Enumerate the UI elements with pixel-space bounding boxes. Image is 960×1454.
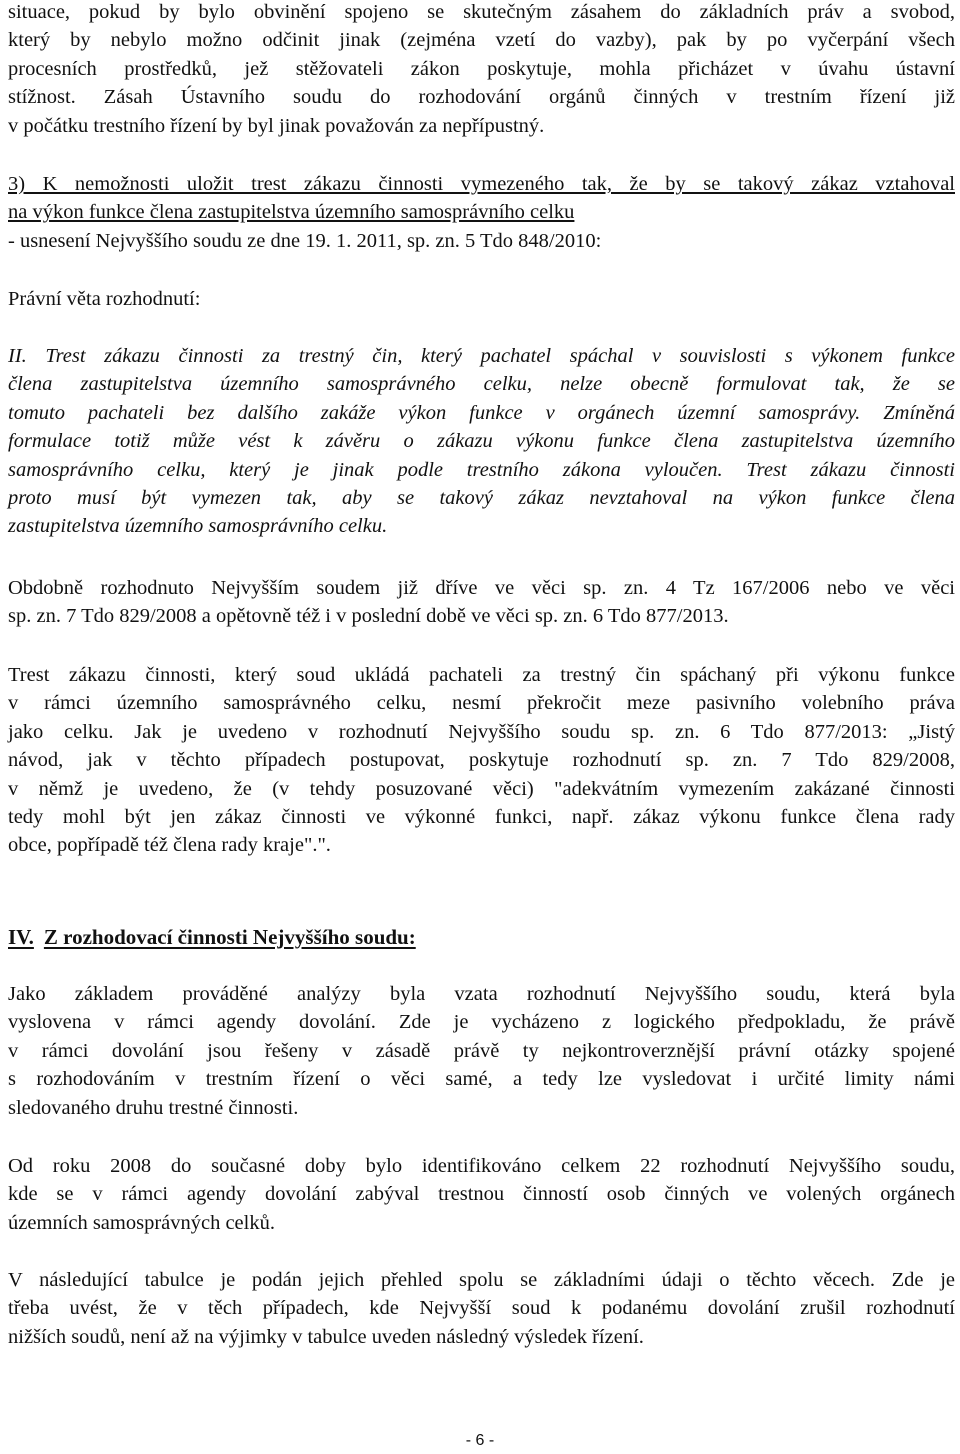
- page-number: - 6 -: [465, 1432, 495, 1449]
- paragraph-constitutional-complaint: [8, 0, 955, 140]
- legal-sentence-label: [8, 285, 955, 313]
- text-line: jako celku. Jak je uvedeno v rozhodnutí Nejvyššího soudu sp. zn. 6 Tdo 877/2013: „Jistý: [8, 720, 955, 743]
- text-line: kde se v rámci agendy dovolání zabýval trestnou činností osob činných ve volených orgánech: [8, 1183, 955, 1206]
- text-line: - usnesení Nejvyššího soudu ze dne 19. 1. 2011, sp. zn. 5 Tdo 848/2010:: [8, 229, 602, 252]
- text-line: obce, popřípadě též člena rady kraje".".: [8, 834, 331, 857]
- text-line: zastupitelstva územního samosprávního celku.: [8, 515, 388, 538]
- text-line: v němž je uvedeno, že (v tehdy posuzované věci) "adekvátním vymezením zakázané činnosti: [8, 777, 955, 800]
- text-line: tedy mohl být jen zákaz činnosti ve výkonné funkci, např. zákaz výkonu funkce člena rady: [8, 806, 955, 829]
- paragraph-similar-decisions: [8, 574, 955, 631]
- text-line: Obdobně rozhodnuto Nejvyšším soudem již dříve ve věci sp. zn. 4 Tz 167/2006 nebo ve věci: [8, 577, 955, 599]
- text-line: 3) K nemožnosti uložit trest zákazu činnosti vymezeného tak, že by se takový zákaz vztahoval: [8, 173, 955, 195]
- text-line: sledovaného druhu trestné činnosti.: [8, 1096, 299, 1119]
- paragraph-decisions-count: [8, 1152, 955, 1237]
- text-line: třeba uvést, že v těch případech, kde Nejvyšší soud k podanému dovolání zrušil rozhodnutí: [8, 1297, 955, 1320]
- section-title: Z rozhodovací činnosti Nejvyššího soudu:: [43, 925, 416, 949]
- text-line: nižších soudů, není až na výjimky v tabulce uveden následný výsledek řízení.: [8, 1325, 644, 1348]
- paragraph-point-3-title: [8, 170, 955, 255]
- text-line: proto musí být vymezen tak, aby se takový zákaz nevztahoval na výkon funkce člena: [8, 487, 955, 510]
- section-number: IV.: [8, 925, 34, 949]
- text-line: člena zastupitelstva územního samosprávného celku, nelze obecně formulovat tak, že se: [8, 373, 955, 396]
- text-line: sp. zn. 7 Tdo 829/2008 a opětovně též i v poslední době ve věci sp. zn. 6 Tdo 877/2013.: [8, 605, 729, 628]
- text-line: v rámci územního samosprávného celku, nesmí překročit meze pasivního volebního práva: [8, 692, 955, 715]
- text-line: v rámci dovolání jsou řešeny v zásadě právě ty nejkontroverznější právní otázky spojené: [8, 1039, 955, 1062]
- paragraph-legal-sentence: [8, 342, 955, 541]
- text-line: Trest zákazu činnosti, který soud ukládá pachateli za trestný čin spáchaný při výkonu funkce: [8, 664, 955, 686]
- text-line: územních samosprávných celků.: [8, 1211, 275, 1234]
- text-line: formulace totiž může vést k závěru o zákazu výkonu funkce člena zastupitelstva územního: [8, 430, 955, 453]
- paragraph-ban-limits: [8, 661, 955, 860]
- text-line: Jako základem prováděné analýzy byla vzata rozhodnutí Nejvyššího soudu, která byla: [8, 983, 955, 1005]
- text-line: návod, jak v těchto případech postupovat, poskytuje rozhodnutí sp. zn. 7 Tdo 829/2008,: [8, 749, 955, 772]
- text-line: Právní věta rozhodnutí:: [8, 288, 201, 310]
- text-line: stížnost. Zásah Ústavního soudu do rozhodování orgánů činných v trestním řízení již: [8, 86, 955, 109]
- paragraph-table-intro: [8, 1266, 955, 1351]
- text-line: II. Trest zákazu činnosti za trestný čin, který pachatel spáchal v souvislosti s výkonem funkce: [8, 345, 955, 367]
- text-line: situace, pokud by bylo obvinění spojeno se skutečným zásahem do základních práv a svobod,: [8, 1, 955, 23]
- text-line: tomuto pachateli bez dalšího zakáže výkon funkce v orgánech územní samosprávy. Zmíněná: [8, 401, 955, 424]
- text-line: Od roku 2008 do současné doby bylo identifikováno celkem 22 rozhodnutí Nejvyššího soudu,: [8, 1155, 955, 1177]
- text-line: na výkon funkce člena zastupitelstva územního samosprávního celku: [8, 201, 575, 224]
- text-line: samosprávního celku, který je jinak podle trestního zákona vyloučen. Trest zákazu činnosti: [8, 458, 955, 481]
- text-line: V následující tabulce je podán jejich přehled spolu se základními údaji o těchto věcech. Zde je: [8, 1269, 955, 1291]
- paragraph-analysis-basis: [8, 980, 955, 1122]
- text-line: který by nebylo možno odčinit jinak (zejména vzetí do vazby), pak by po vyčerpání všech: [8, 29, 955, 52]
- text-line: v počátku trestního řízení by byl jinak považován za nepřípustný.: [8, 114, 545, 137]
- section-heading: [8, 923, 416, 951]
- text-line: procesních prostředků, jež stěžovateli zákon poskytuje, mohla přicházet v úvahu ústavní: [8, 57, 955, 80]
- text-line: s rozhodováním v trestním řízení o věci samé, a tedy lze vysledovat i určité limity námi: [8, 1068, 955, 1091]
- text-line: vyslovena v rámci agendy dovolání. Zde je vycházeno z logického předpokladu, že právě: [8, 1011, 955, 1034]
